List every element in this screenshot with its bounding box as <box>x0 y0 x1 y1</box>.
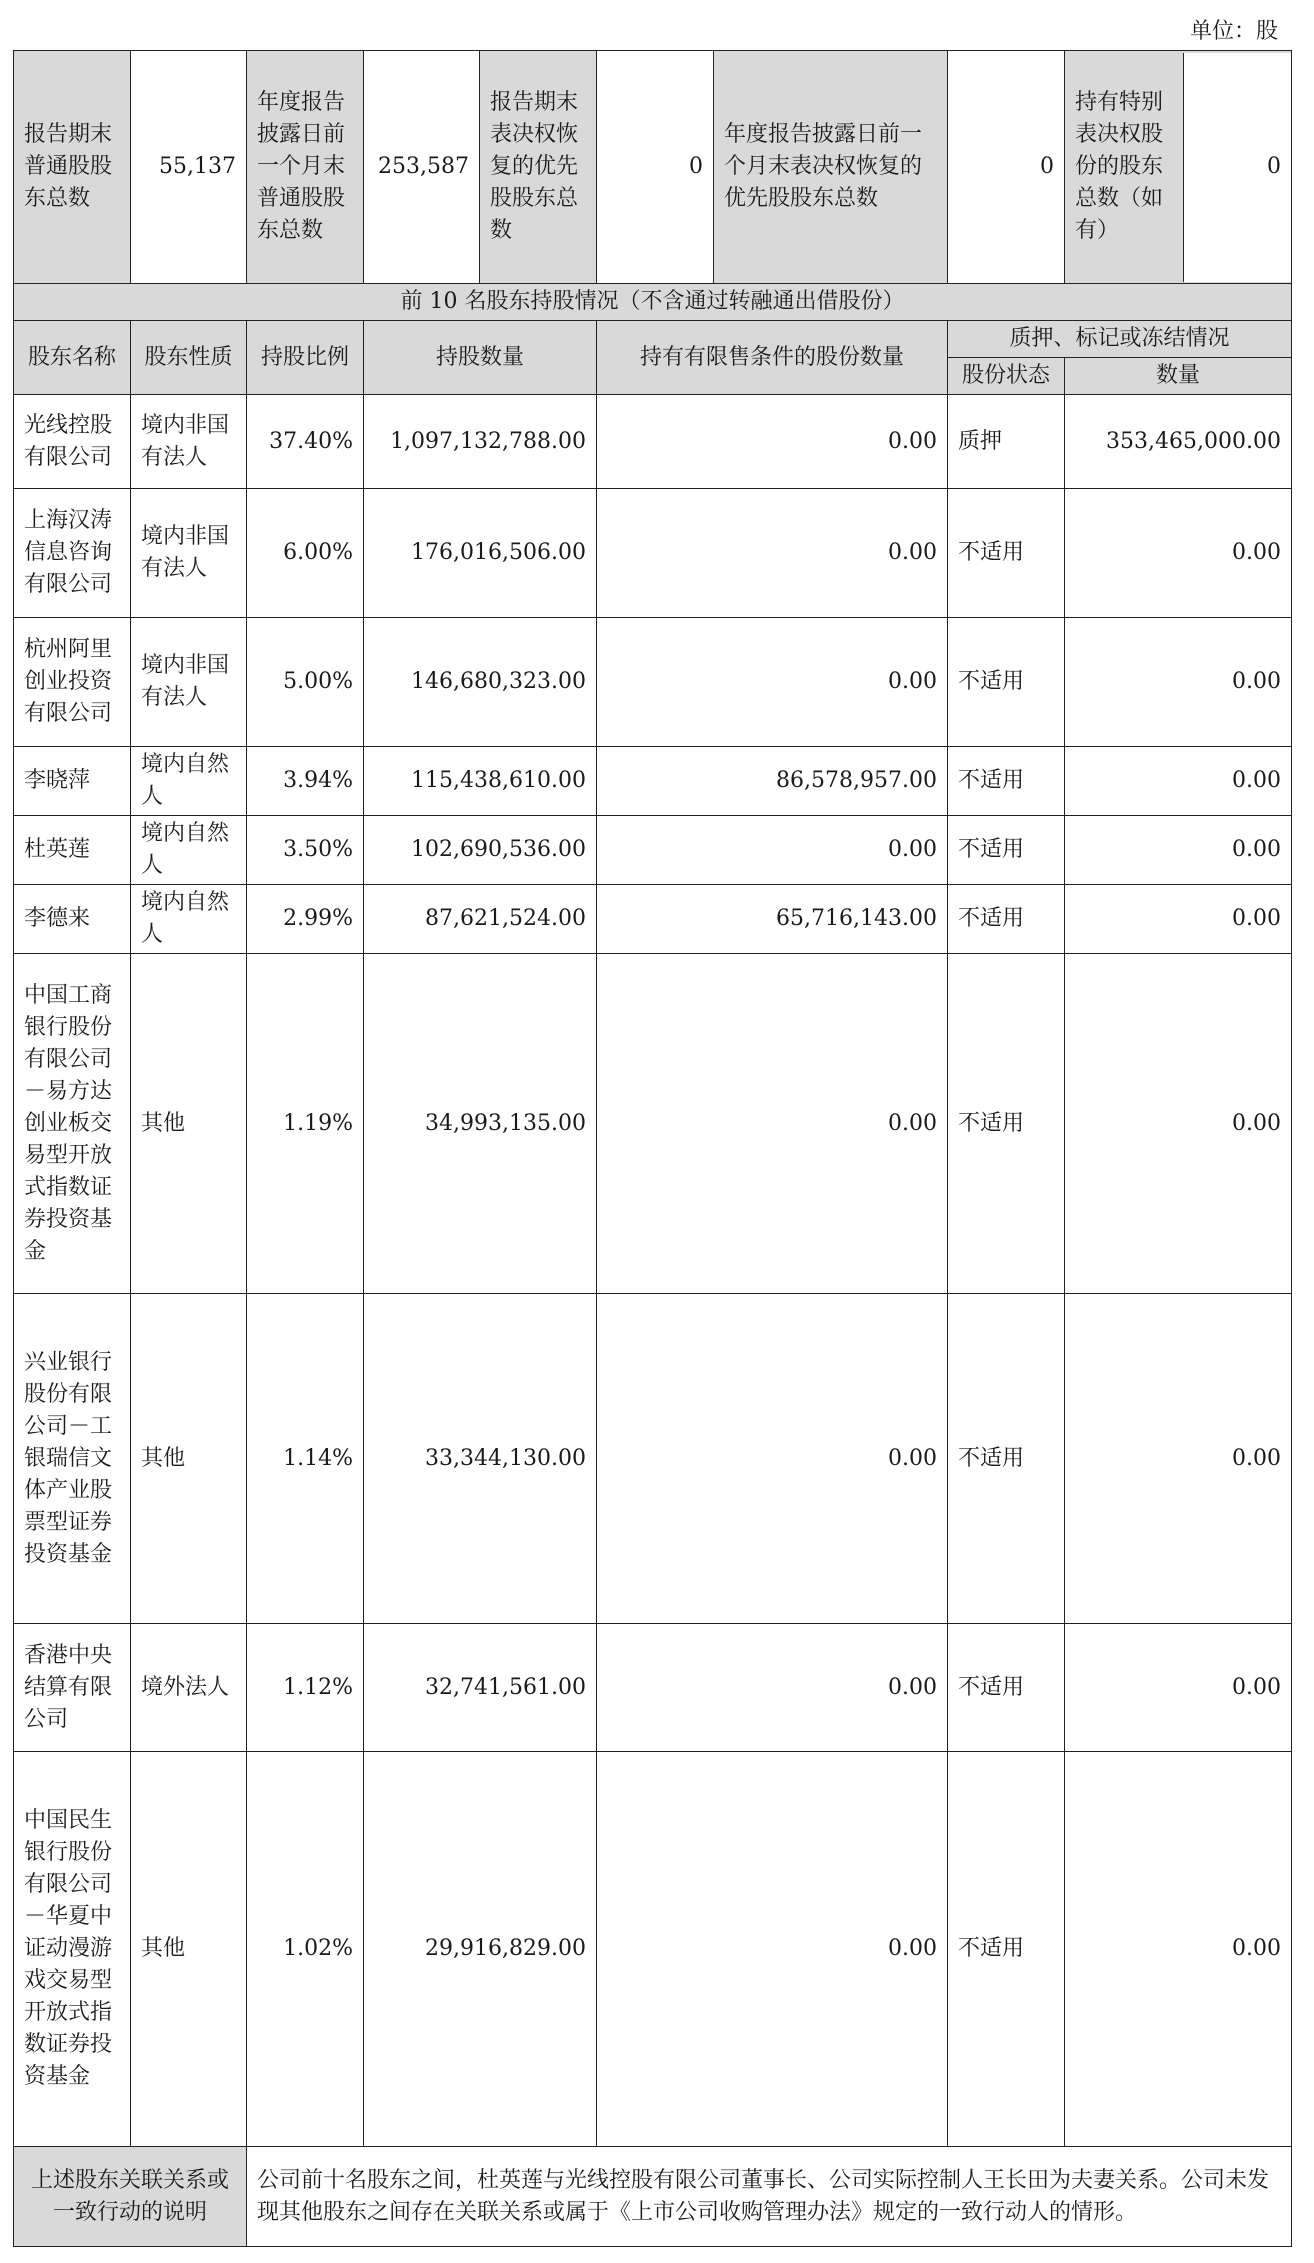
shareholder-nature: 其他 <box>131 1752 247 2147</box>
table-row <box>14 885 1292 954</box>
header-ratio: 持股比例 <box>247 321 364 395</box>
summary-value-1: 55,137 <box>131 51 247 284</box>
shareholder-ratio: 3.50% <box>247 816 364 885</box>
header-nature: 股东性质 <box>131 321 247 395</box>
shareholder-restricted: 0.00 <box>597 954 948 1294</box>
shareholder-ratio: 3.94% <box>247 747 364 816</box>
summary-header-4: 年度报告披露日前一个月末表决权恢复的优先股股东总数 <box>714 51 948 284</box>
shareholder-nature: 境内自然人 <box>131 885 247 954</box>
shareholder-status: 不适用 <box>948 489 1065 618</box>
shareholder-amount: 0.00 <box>1065 954 1292 1294</box>
shareholder-status: 不适用 <box>948 747 1065 816</box>
section-title: 前 10 名股东持股情况（不含通过转融通出借股份） <box>14 284 1292 321</box>
shareholder-restricted: 0.00 <box>597 1624 948 1752</box>
shareholder-qty: 146,680,323.00 <box>364 618 597 747</box>
shareholder-restricted: 0.00 <box>597 1294 948 1624</box>
shareholder-restricted: 0.00 <box>597 489 948 618</box>
header-restricted: 持有有限售条件的股份数量 <box>597 321 948 395</box>
shareholder-amount: 0.00 <box>1065 489 1292 618</box>
shareholder-ratio: 1.19% <box>247 954 364 1294</box>
shareholder-status: 不适用 <box>948 618 1065 747</box>
shareholder-restricted: 0.00 <box>597 618 948 747</box>
shareholder-name: 兴业银行股份有限公司－工银瑞信文体产业股票型证券投资基金 <box>14 1294 131 1624</box>
summary-header-3: 报告期末表决权恢复的优先股股东总数 <box>480 51 597 284</box>
shareholder-nature: 境外法人 <box>131 1624 247 1752</box>
shareholder-nature: 其他 <box>131 1294 247 1624</box>
shareholder-status: 不适用 <box>948 1624 1065 1752</box>
summary-split <box>1065 51 1292 284</box>
shareholder-name: 香港中央结算有限公司 <box>14 1624 131 1752</box>
shareholder-name: 中国工商银行股份有限公司－易方达创业板交易型开放式指数证券投资基金 <box>14 954 131 1294</box>
shareholder-ratio: 37.40% <box>247 395 364 489</box>
shareholder-status: 不适用 <box>948 954 1065 1294</box>
section-title-row <box>14 284 1292 321</box>
unit-label: 单位：股 <box>1189 19 1278 44</box>
shareholder-ratio: 6.00% <box>247 489 364 618</box>
summary-inner <box>1065 53 1291 282</box>
summary-header-2: 年度报告披露日前一个月末普通股股东总数 <box>247 51 364 284</box>
shareholder-restricted: 0.00 <box>597 395 948 489</box>
shareholder-name: 光线控股有限公司 <box>14 395 131 489</box>
shareholder-status: 不适用 <box>948 1752 1065 2147</box>
shareholder-table <box>13 50 1292 2247</box>
shareholder-restricted: 65,716,143.00 <box>597 885 948 954</box>
shareholder-qty: 1,097,132,788.00 <box>364 395 597 489</box>
table-row <box>14 489 1292 618</box>
table-row <box>14 816 1292 885</box>
shareholder-name: 上海汉涛信息咨询有限公司 <box>14 489 131 618</box>
header-name: 股东名称 <box>14 321 131 395</box>
shareholder-nature: 境内自然人 <box>131 816 247 885</box>
summary-header-5: 持有特别表决权股份的股东总数（如有） <box>1065 53 1184 282</box>
header-amount: 数量 <box>1065 358 1292 395</box>
shareholder-ratio: 2.99% <box>247 885 364 954</box>
table-row <box>14 1752 1292 2147</box>
shareholder-qty: 115,438,610.00 <box>364 747 597 816</box>
shareholder-nature: 其他 <box>131 954 247 1294</box>
table-row <box>14 395 1292 489</box>
shareholder-amount: 0.00 <box>1065 1624 1292 1752</box>
shareholder-name: 李晓萍 <box>14 747 131 816</box>
shareholder-restricted: 0.00 <box>597 1752 948 2147</box>
shareholder-qty: 176,016,506.00 <box>364 489 597 618</box>
header-status: 股份状态 <box>948 358 1065 395</box>
shareholder-nature: 境内非国有法人 <box>131 395 247 489</box>
shareholder-amount: 0.00 <box>1065 816 1292 885</box>
footer-label: 上述股东关联关系或一致行动的说明 <box>14 2147 247 2247</box>
shareholder-amount: 353,465,000.00 <box>1065 395 1292 489</box>
shareholder-ratio: 1.02% <box>247 1752 364 2147</box>
header-qty: 持股数量 <box>364 321 597 395</box>
shareholder-ratio: 1.14% <box>247 1294 364 1624</box>
shareholder-name: 杭州阿里创业投资有限公司 <box>14 618 131 747</box>
table-row <box>14 1624 1292 1752</box>
summary-value-3: 0 <box>597 51 714 284</box>
shareholder-status: 不适用 <box>948 1294 1065 1624</box>
shareholder-amount: 0.00 <box>1065 618 1292 747</box>
footer-row <box>14 2147 1292 2247</box>
shareholder-name: 中国民生银行股份有限公司－华夏中证动漫游戏交易型开放式指数证券投资基金 <box>14 1752 131 2147</box>
shareholder-qty: 34,993,135.00 <box>364 954 597 1294</box>
summary-header-1: 报告期末普通股股东总数 <box>14 51 131 284</box>
shareholder-nature: 境内非国有法人 <box>131 618 247 747</box>
summary-row <box>14 51 1292 284</box>
shareholder-restricted: 86,578,957.00 <box>597 747 948 816</box>
shareholder-ratio: 5.00% <box>247 618 364 747</box>
summary-value-2: 253,587 <box>364 51 480 284</box>
column-header-row <box>14 321 1292 358</box>
table-row <box>14 954 1292 1294</box>
header-pledge: 质押、标记或冻结情况 <box>948 321 1292 358</box>
shareholder-name: 杜英莲 <box>14 816 131 885</box>
shareholder-status: 不适用 <box>948 816 1065 885</box>
shareholder-ratio: 1.12% <box>247 1624 364 1752</box>
table-row <box>14 747 1292 816</box>
shareholder-status: 不适用 <box>948 885 1065 954</box>
shareholder-amount: 0.00 <box>1065 747 1292 816</box>
summary-value-4: 0 <box>948 51 1065 284</box>
table-row <box>14 1294 1292 1624</box>
shareholder-amount: 0.00 <box>1065 885 1292 954</box>
shareholder-nature: 境内非国有法人 <box>131 489 247 618</box>
shareholder-qty: 33,344,130.00 <box>364 1294 597 1624</box>
shareholder-qty: 32,741,561.00 <box>364 1624 597 1752</box>
shareholder-qty: 87,621,524.00 <box>364 885 597 954</box>
shareholder-amount: 0.00 <box>1065 1752 1292 2147</box>
shareholder-restricted: 0.00 <box>597 816 948 885</box>
table-row <box>14 618 1292 747</box>
shareholder-status: 质押 <box>948 395 1065 489</box>
footer-text: 公司前十名股东之间，杜英莲与光线控股有限公司董事长、公司实际控制人王长田为夫妻关系。公司未发现其他股东之间存在关联关系或属于《上市公司收购管理办法》规定的一致行动人的情形。 <box>247 2147 1292 2247</box>
shareholder-name: 李德来 <box>14 885 131 954</box>
shareholder-nature: 境内自然人 <box>131 747 247 816</box>
shareholder-amount: 0.00 <box>1065 1294 1292 1624</box>
shareholder-qty: 102,690,536.00 <box>364 816 597 885</box>
summary-value-5: 0 <box>1184 53 1292 282</box>
shareholder-qty: 29,916,829.00 <box>364 1752 597 2147</box>
